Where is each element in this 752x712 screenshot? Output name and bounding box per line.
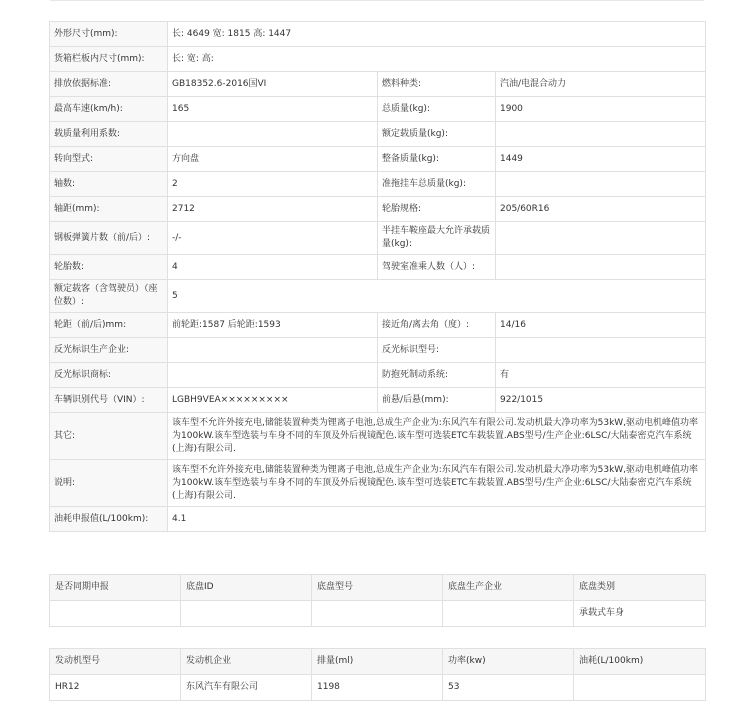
spec-label: 最高车速(km/h): [50,97,168,122]
spec-row-leaf-springs [50,222,706,255]
spec-label: 准拖挂车总质量(kg): [378,172,496,197]
spec-value [496,172,706,197]
spec-label: 反光标识型号: [378,338,496,363]
spec-label: 车辆识别代号（VIN）: [50,388,168,413]
spec-label: 反光标识商标: [50,363,168,388]
spec-label: 总质量(kg): [378,97,496,122]
spec-value: 165 [168,97,378,122]
table-cell: HR12 [50,675,181,701]
table-cell [574,675,706,701]
spec-label: 驾驶室准乘人数（人）: [378,255,496,280]
column-header: 底盘类别 [574,575,706,601]
spec-value: 1449 [496,147,706,172]
spec-value: 该车型不允许外接充电,储能装置种类为锂离子电池,总成生产企业为:东风汽车有限公司.发动机最大净功率为53kW,驱动电机峰值功率为100kW.该车型选装与车身不同的车顶及外后视镜配色.该车型可选装ETC车载装置.ABS型号/生产企业:6LSC/大陆泰密克汽车系统(上海)有限公司. [168,460,706,507]
spec-value: 14/16 [496,313,706,338]
spec-value [496,338,706,363]
spec-value [496,122,706,147]
spec-value: 有 [496,363,706,388]
spec-row-axles [50,172,706,197]
spec-value: 长: 宽: 高: [168,47,706,72]
spec-row-emission [50,72,706,97]
spec-value: LGBH9VEA××××××××× [168,388,378,413]
column-header: 功率(kw) [443,649,574,675]
spec-value [168,338,378,363]
spec-row-wheelbase [50,197,706,222]
spec-row-other [50,413,706,460]
spec-label: 额定载客（含驾驶员）（座位数）: [50,280,168,313]
spec-label: 接近角/离去角（度）: [378,313,496,338]
spec-label: 反光标识生产企业: [50,338,168,363]
spec-value [168,122,378,147]
spec-value: 方向盘 [168,147,378,172]
table-cell: 东风汽车有限公司 [181,675,312,701]
spec-value: -/- [168,222,378,255]
table-cell: 53 [443,675,574,701]
spec-value: 该车型不允许外接充电,储能装置种类为锂离子电池,总成生产企业为:东风汽车有限公司.发动机最大净功率为53kW,驱动电机峰值功率为100kW.该车型选装与车身不同的车顶及外后视镜配色.该车型可选装ETC车载装置.ABS型号/生产企业:6LSC/大陆泰密克汽车系统(上海)有限公司. [168,413,706,460]
spec-label: 额定载质量(kg): [378,122,496,147]
column-header: 发动机企业 [181,649,312,675]
spec-label: 半挂车鞍座最大允许承载质量(kg): [378,222,496,255]
table-cell [181,601,312,627]
spec-value: 2712 [168,197,378,222]
spec-label: 轴数: [50,172,168,197]
spec-value: 1900 [496,97,706,122]
spec-value: GB18352.6-2016国VI [168,72,378,97]
top-divider [50,0,704,1]
spec-table [49,21,706,532]
spec-row-speed [50,97,706,122]
spec-value: 前轮距:1587 后轮距:1593 [168,313,378,338]
column-header: 底盘型号 [312,575,443,601]
spec-label: 轮胎规格: [378,197,496,222]
spec-label: 轮胎数: [50,255,168,280]
column-header: 油耗(L/100km) [574,649,706,675]
spec-row-cargo-box [50,47,706,72]
table-cell: 承载式车身 [574,601,706,627]
column-header: 发动机型号 [50,649,181,675]
spec-label: 整备质量(kg): [378,147,496,172]
spec-value [168,363,378,388]
spec-label: 前悬/后悬(mm): [378,388,496,413]
spec-label: 燃料种类: [378,72,496,97]
table-row [50,675,706,701]
table-header-row [50,575,706,601]
column-header: 底盘ID [181,575,312,601]
spec-value [496,255,706,280]
spec-row-vin [50,388,706,413]
table-cell [443,601,574,627]
spec-row-steering [50,147,706,172]
spec-value [496,222,706,255]
column-header: 排量(ml) [312,649,443,675]
spec-label: 外形尺寸(mm): [50,22,168,47]
spec-row-dimensions [50,22,706,47]
spec-label: 轮距（前/后)mm: [50,313,168,338]
engine-table [49,648,706,701]
spec-label: 载质量利用系数: [50,122,168,147]
spec-value: 4.1 [168,507,706,532]
spec-value: 5 [168,280,706,313]
spec-label: 转向型式: [50,147,168,172]
spec-label: 油耗申报值(L/100km): [50,507,168,532]
table-cell [312,601,443,627]
chassis-table [49,574,706,627]
spec-label: 防抱死制动系统: [378,363,496,388]
spec-label: 货箱栏板内尺寸(mm): [50,47,168,72]
spec-label: 轴距(mm): [50,197,168,222]
spec-row-fuel-consumption [50,507,706,532]
spec-label: 钢板弹簧片数（前/后）: [50,222,168,255]
spec-row-notes [50,460,706,507]
spec-label: 排放依据标准: [50,72,168,97]
spec-label: 其它: [50,413,168,460]
spec-value: 4 [168,255,378,280]
table-row [50,601,706,627]
spec-value: 汽油/电混合动力 [496,72,706,97]
table-header-row [50,649,706,675]
spec-row-tire-count [50,255,706,280]
spec-label: 说明: [50,460,168,507]
spec-row-reflector-brand [50,363,706,388]
column-header: 底盘生产企业 [443,575,574,601]
spec-value: 922/1015 [496,388,706,413]
spec-row-seats [50,280,706,313]
spec-row-track [50,313,706,338]
table-cell [50,601,181,627]
spec-value: 长: 4649 宽: 1815 高: 1447 [168,22,706,47]
column-header: 是否同期申报 [50,575,181,601]
spec-row-load-coefficient [50,122,706,147]
table-cell: 1198 [312,675,443,701]
spec-value: 205/60R16 [496,197,706,222]
spec-row-reflector-maker [50,338,706,363]
spec-value: 2 [168,172,378,197]
